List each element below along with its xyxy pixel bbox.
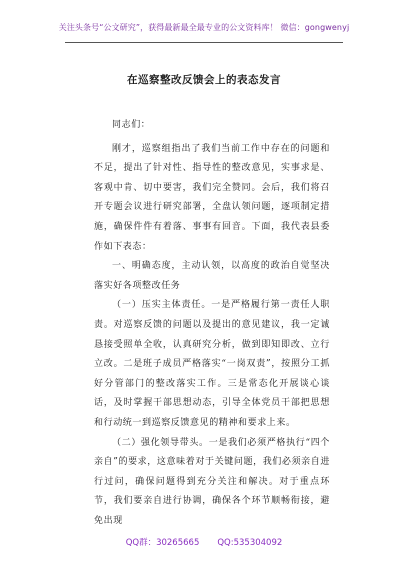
paragraph-intro: 刚才，巡察组指出了我们当前工作中存在的问题和不足，提出了针对性、指导性的整改意见，实事求是、客观中肯、切中要害，我们完全赞同。会后，我们将召开专题会议进行研究部署，全盘认领问题，逐项制定措施，确保件件有着落、事事有回音。下面，我代表县委作如下表态： (94, 143, 330, 252)
footer-qq-group: QQ群：30265665 (125, 538, 200, 548)
header-divider (65, 42, 343, 43)
header-banner: 关注头条号“公文研究”，获得最新最全最专业的公文资料库！ 微信：gongwenyj (58, 23, 350, 32)
document-title: 在巡察整改反馈会上的表态发言 (127, 74, 281, 86)
paragraph-leadership: （二）强化领导带头。一是我们必须严格执行“四个亲自”的要求，这意味着对于关键问题，我们必须亲自进行过问，确保问题得到充分关注和解决。对于重点环节，我们要亲自进行协调，确保各个环节顺畅衔接，避免出现 (94, 437, 330, 526)
section-heading-1: 一、明确态度，主动认领，以高度的政治自觉坚决落实好各项整改任务 (94, 261, 330, 291)
paragraph-responsibility: （一）压实主体责任。一是严格履行第一责任人职责。对巡察反馈的问题以及提出的意见建议，我一定诚恳接受照单全收，认真研究分析，做到即知即改、立行立改。二是班子成员严格落实“一岗双责”，按照分工抓好分管部门的整改落实工作。三是常态化开展谈心谈话，及时掌握干部思想动态，引导全体党员干部把思想和行动统一到巡察反馈意见的精神和要求上来。 (94, 300, 330, 428)
salutation: 同志们： (112, 120, 151, 130)
footer-contact (0, 536, 408, 548)
footer-qq: QQ:535304092 (217, 538, 283, 548)
document-body (94, 116, 330, 531)
